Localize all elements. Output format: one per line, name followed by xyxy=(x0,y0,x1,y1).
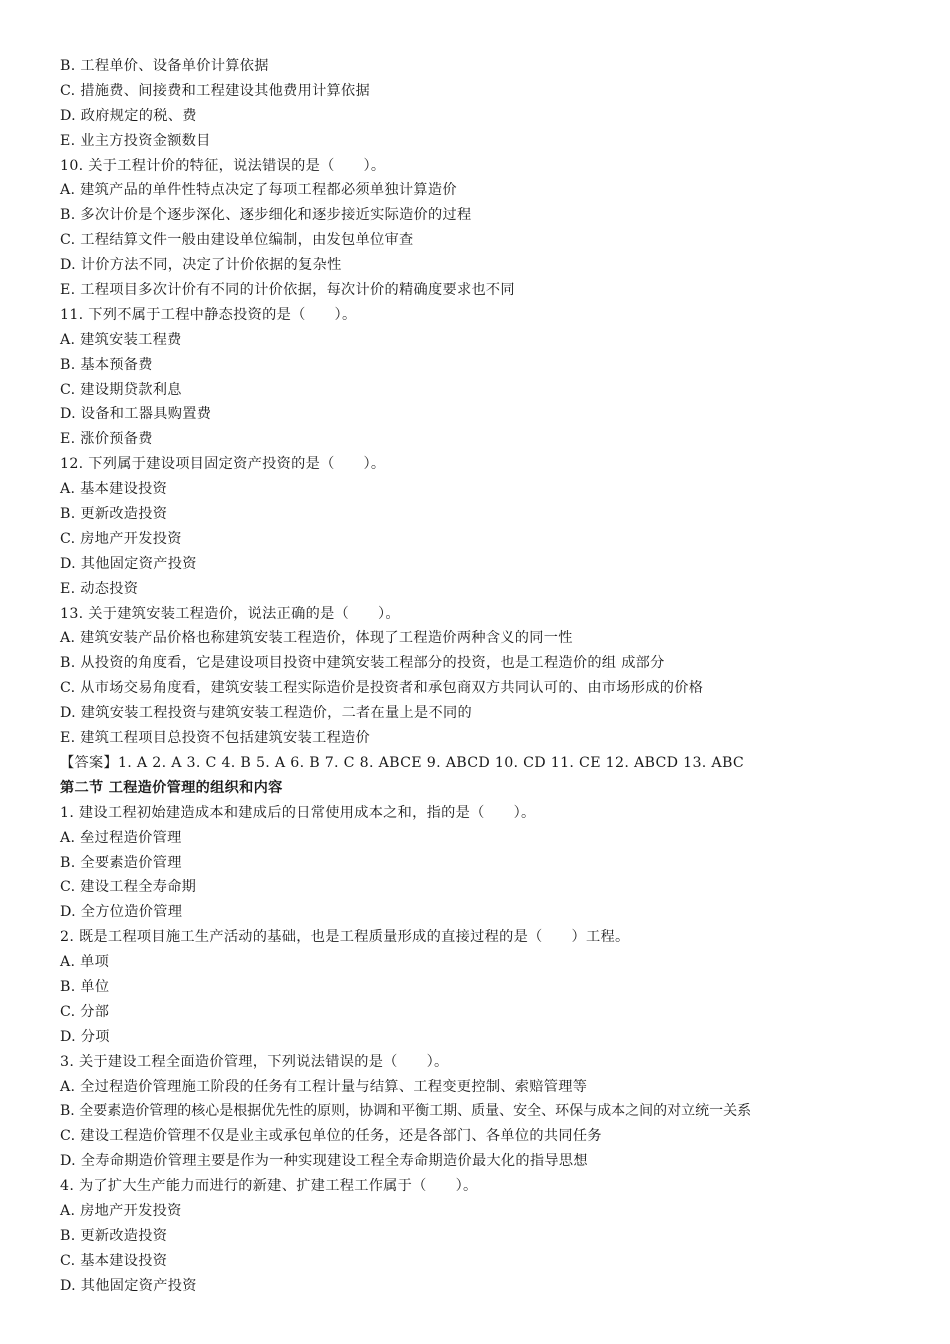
option-line: A. 房地产开发投资 xyxy=(60,1202,182,1219)
option-line: C. 措施费、间接费和工程建设其他费用计算依据 xyxy=(60,82,371,99)
option-line: A. 单项 xyxy=(60,954,110,971)
option-line: B. 更新改造投资 xyxy=(60,1227,168,1244)
option-line: A. 建筑产品的单件性特点决定了每项工程都必须单独计算造价 xyxy=(60,182,457,199)
option-line: D. 设备和工器具购置费 xyxy=(60,406,212,423)
option-line: D. 政府规定的税、费 xyxy=(60,107,197,124)
option-line: A. 垒过程造价管理 xyxy=(60,829,182,846)
option-line: B. 基本预备费 xyxy=(60,356,153,373)
option-line: B. 单位 xyxy=(60,978,110,995)
option-line: B. 全要素造价管理 xyxy=(60,854,182,871)
option-line: E. 工程项目多次计价有不同的计价依据，每次计价的精确度要求也不同 xyxy=(60,282,515,299)
question-line: 13. 关于建筑安装工程造价，说法正确的是（ ）。 xyxy=(60,605,400,622)
option-line: B. 全要素造价管理的核心是根据优先性的原则，协调和平衡工期、质量、安全、环保与成本之间的对立统一关系 xyxy=(60,1103,752,1120)
question-line: 2. 既是工程项目施工生产活动的基础，也是工程质量形成的直接过程的是（ ）工程。 xyxy=(60,929,630,946)
option-line: A. 建筑安装产品价格也称建筑安装工程造价，体现了工程造价两种含义的同一性 xyxy=(60,630,573,647)
section-heading: 第二节 工程造价管理的组织和内容 xyxy=(60,779,283,796)
option-line: E. 涨价预备费 xyxy=(60,431,153,448)
option-line: D. 计价方法不同，决定了计价依据的复杂性 xyxy=(60,257,342,274)
option-line: D. 全寿命期造价管理主要是作为一种实现建设工程全寿命期造价最大化的指导思想 xyxy=(60,1153,588,1170)
option-line: C. 分部 xyxy=(60,1003,110,1020)
option-line: C. 建设工程全寿命期 xyxy=(60,879,197,896)
question-line: 3. 关于建设工程全面造价管理，下列说法错误的是（ ）。 xyxy=(60,1053,449,1070)
option-line: B. 工程单价、设备单价计算依据 xyxy=(60,58,269,74)
document-page xyxy=(60,54,920,1299)
option-line: B. 更新改造投资 xyxy=(60,506,168,523)
option-line: E. 业主方投资金额数目 xyxy=(60,132,211,149)
question-line: 4. 为了扩大生产能力而进行的新建、扩建工程工作属于（ ）。 xyxy=(60,1178,478,1195)
option-line: C. 建设工程造价管理不仅是业主或承包单位的任务，还是各部门、各单位的共同任务 xyxy=(60,1128,602,1145)
answer-key: 【答案】1. A 2. A 3. C 4. B 5. A 6. B 7. C 8. ABCE 9. ABCD 10. CD 11. CE 12. ABCD 13. ABC xyxy=(60,754,745,771)
option-line: D. 全方位造价管理 xyxy=(60,904,183,921)
option-line: D. 分项 xyxy=(60,1028,110,1045)
question-line: 12. 下列属于建设项目固定资产投资的是（ ）。 xyxy=(60,456,386,473)
option-line: C. 工程结算文件一般由建设单位编制，由发包单位审查 xyxy=(60,232,414,249)
option-line: A. 全过程造价管理施工阶段的任务有工程计量与结算、工程变更控制、索赔管理等 xyxy=(60,1078,588,1095)
option-line: C. 基本建设投资 xyxy=(60,1252,168,1269)
option-line: D. 其他固定资产投资 xyxy=(60,555,197,572)
option-line: A. 基本建设投资 xyxy=(60,481,168,498)
option-line: D. 建筑安装工程投资与建筑安装工程造价，二者在量上是不同的 xyxy=(60,705,472,722)
option-line: C. 建设期贷款利息 xyxy=(60,381,182,398)
option-line: B. 从投资的角度看，它是建设项目投资中建筑安装工程部分的投资，也是工程造价的组 成部分 xyxy=(60,655,665,672)
question-line: 10. 关于工程计价的特征，说法错误的是（ ）。 xyxy=(60,157,386,174)
option-line: E. 建筑工程项目总投资不包括建筑安装工程造价 xyxy=(60,730,371,747)
option-line: D. 其他固定资产投资 xyxy=(60,1277,197,1294)
option-line: C. 从市场交易角度看，建筑安装工程实际造价是投资者和承包商双方共同认可的、由市场形成的价格 xyxy=(60,680,704,697)
option-line: B. 多次计价是个逐步深化、逐步细化和逐步接近实际造价的过程 xyxy=(60,207,472,224)
question-line: 1. 建设工程初始建造成本和建成后的日常使用成本之和，指的是（ ）。 xyxy=(60,804,536,821)
option-line: E. 动态投资 xyxy=(60,580,139,597)
option-line: A. 建筑安装工程费 xyxy=(60,331,182,348)
question-line: 11. 下列不属于工程中静态投资的是（ ）。 xyxy=(60,306,357,323)
option-line: C. 房地产开发投资 xyxy=(60,530,182,547)
